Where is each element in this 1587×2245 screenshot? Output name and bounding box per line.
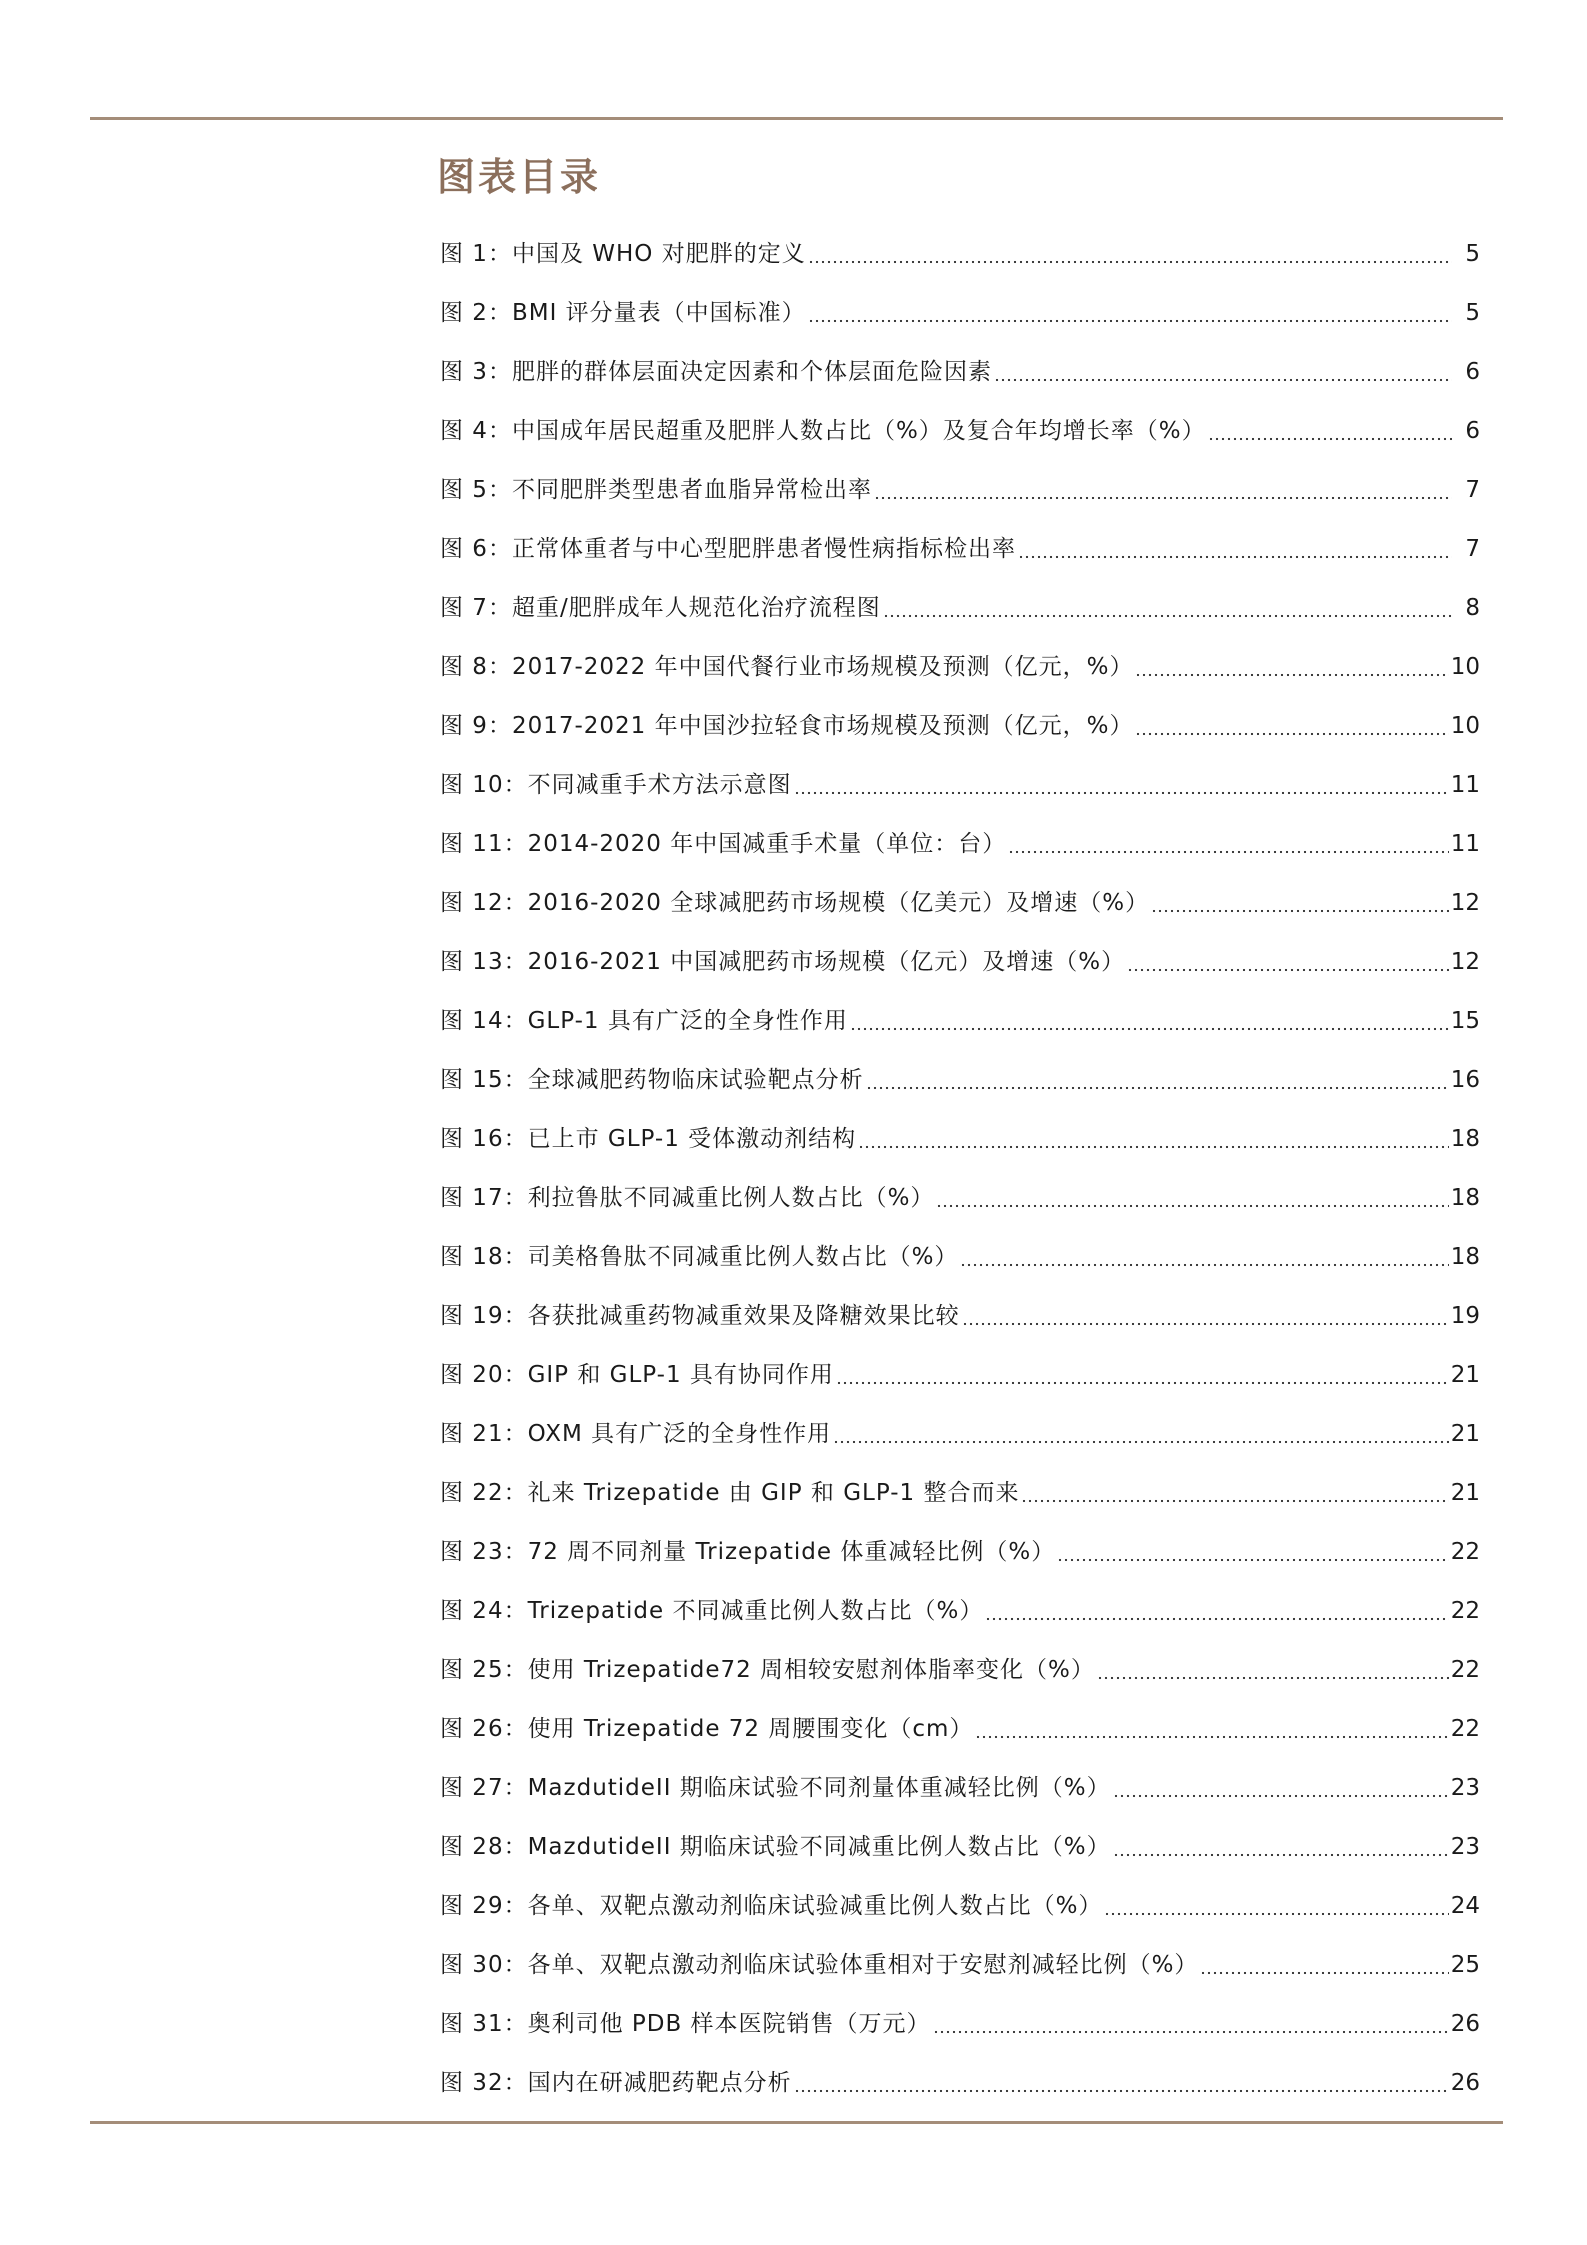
toc-entry[interactable]	[440, 1876, 1480, 1935]
toc-leader-dots	[794, 2073, 1449, 2093]
toc-entry-page-number: 16	[1450, 1066, 1480, 1093]
toc-leader-dots	[1135, 716, 1448, 736]
toc-entry-label: 图 27：MazdutideII 期临床试验不同剂量体重减轻比例（%）	[440, 1774, 1111, 1801]
toc-entry-label: 图 16：已上市 GLP-1 受体激动剂结构	[440, 1125, 857, 1152]
toc-entry-label: 图 14：GLP-1 具有广泛的全身性作用	[440, 1007, 848, 1034]
toc-leader-dots	[1151, 893, 1449, 913]
toc-entry-label: 图 19：各获批减重药物减重效果及降糖效果比较	[440, 1302, 960, 1329]
toc-entry[interactable]	[440, 932, 1480, 991]
toc-entry[interactable]	[440, 814, 1480, 873]
toc-leader-dots	[933, 2014, 1449, 2034]
toc-entry-page-number: 10	[1450, 653, 1480, 680]
toc-entry-page-number: 21	[1450, 1361, 1480, 1388]
toc-leader-dots	[1104, 1896, 1448, 1916]
toc-entry-page-number: 7	[1465, 476, 1480, 503]
toc-entry-label: 图 6：正常体重者与中心型肥胖患者慢性病指标检出率	[440, 535, 1016, 562]
toc-entry[interactable]	[440, 1935, 1480, 1994]
toc-leader-dots	[794, 775, 1449, 795]
toc-entry-page-number: 22	[1450, 1656, 1480, 1683]
bottom-divider	[90, 2121, 1503, 2124]
toc-entry-page-number: 18	[1450, 1184, 1480, 1211]
toc-entry-label: 图 2：BMI 评分量表（中国标准）	[440, 299, 806, 326]
toc-entry-label: 图 11：2014-2020 年中国减重手术量（单位：台）	[440, 830, 1007, 857]
toc-entry-page-number: 22	[1450, 1597, 1480, 1624]
toc-leader-dots	[936, 1188, 1448, 1208]
toc-entry-label: 图 13：2016-2021 中国减肥药市场规模（亿元）及增速（%）	[440, 948, 1126, 975]
toc-entry[interactable]	[440, 696, 1480, 755]
toc-entry-label: 图 7：超重/肥胖成年人规范化治疗流程图	[440, 594, 881, 621]
toc-entry-page-number: 11	[1450, 830, 1480, 857]
toc-entry[interactable]	[440, 519, 1480, 578]
toc-entry-page-number: 23	[1450, 1833, 1480, 1860]
toc-entry-page-number: 25	[1450, 1951, 1480, 1978]
toc-entry-label: 图 18：司美格鲁肽不同减重比例人数占比（%）	[440, 1243, 959, 1270]
toc-entry[interactable]	[440, 1522, 1480, 1581]
toc-entry[interactable]	[440, 1404, 1480, 1463]
toc-entry-page-number: 6	[1465, 417, 1480, 444]
toc-entry[interactable]	[440, 1994, 1480, 2053]
toc-entry-label: 图 8：2017-2022 年中国代餐行业市场规模及预测（亿元，%）	[440, 653, 1134, 680]
toc-leader-dots	[1097, 1660, 1449, 1680]
toc-leader-dots	[1113, 1837, 1449, 1857]
toc-entry[interactable]	[440, 637, 1480, 696]
toc-leader-dots	[994, 362, 1452, 382]
toc-entry-page-number: 21	[1450, 1420, 1480, 1447]
toc-entry-label: 图 23：72 周不同剂量 Trizepatide 体重减轻比例（%）	[440, 1538, 1056, 1565]
toc-entry-label: 图 25：使用 Trizepatide72 周相较安慰剂体脂率变化（%）	[440, 1656, 1095, 1683]
toc-entry-label: 图 31：奥利司他 PDB 样本医院销售（万元）	[440, 2010, 931, 2037]
toc-entry[interactable]	[440, 460, 1480, 519]
toc-entry-label: 图 5：不同肥胖类型患者血脂异常检出率	[440, 476, 872, 503]
toc-leader-dots	[858, 1129, 1449, 1149]
toc-entry[interactable]	[440, 1758, 1480, 1817]
toc-entry-label: 图 10：不同减重手术方法示意图	[440, 771, 792, 798]
toc-entry[interactable]	[440, 2053, 1480, 2112]
toc-entry-label: 图 21：OXM 具有广泛的全身性作用	[440, 1420, 832, 1447]
toc-entry-page-number: 26	[1450, 2069, 1480, 2096]
toc-entry[interactable]	[440, 755, 1480, 814]
toc-entry[interactable]	[440, 283, 1480, 342]
toc-leader-dots	[833, 1424, 1449, 1444]
toc-entry-page-number: 24	[1450, 1892, 1480, 1919]
toc-entry[interactable]	[440, 224, 1480, 283]
toc-entry[interactable]	[440, 1699, 1480, 1758]
toc-entry-page-number: 18	[1450, 1243, 1480, 1270]
toc-leader-dots	[874, 480, 1452, 500]
toc-leader-dots	[1008, 834, 1448, 854]
toc-entry-page-number: 5	[1465, 240, 1480, 267]
toc-entry-label: 图 26：使用 Trizepatide 72 周腰围变化（cm）	[440, 1715, 974, 1742]
toc-entry[interactable]	[440, 1640, 1480, 1699]
toc-leader-dots	[985, 1601, 1448, 1621]
top-divider	[90, 117, 1503, 120]
toc-leader-dots	[975, 1719, 1448, 1739]
toc-entry-label: 图 17：利拉鲁肽不同减重比例人数占比（%）	[440, 1184, 935, 1211]
toc-entry[interactable]	[440, 1463, 1480, 1522]
toc-entry[interactable]	[440, 1227, 1480, 1286]
toc-entry-page-number: 15	[1450, 1007, 1480, 1034]
toc-entry-label: 图 24：Trizepatide 不同减重比例人数占比（%）	[440, 1597, 984, 1624]
toc-leader-dots	[836, 1365, 1449, 1385]
toc-entry-page-number: 6	[1465, 358, 1480, 385]
toc-entry-page-number: 23	[1450, 1774, 1480, 1801]
toc-entry[interactable]	[440, 873, 1480, 932]
toc-leader-dots	[1113, 1778, 1449, 1798]
toc-entry[interactable]	[440, 1581, 1480, 1640]
toc-leader-dots	[1200, 1955, 1448, 1975]
toc-title: 图表目录	[437, 154, 602, 199]
toc-entry-label: 图 15：全球减肥药物临床试验靶点分析	[440, 1066, 864, 1093]
toc-leader-dots	[850, 1011, 1449, 1031]
toc-entry-page-number: 10	[1450, 712, 1480, 739]
toc-leader-dots	[1021, 1483, 1448, 1503]
toc-entry-page-number: 22	[1450, 1715, 1480, 1742]
toc-entry-page-number: 7	[1465, 535, 1480, 562]
toc-entry[interactable]	[440, 1168, 1480, 1227]
toc-entry-label: 图 4：中国成年居民超重及肥胖人数占比（%）及复合年均增长率（%）	[440, 417, 1206, 444]
toc-leader-dots	[1127, 952, 1449, 972]
toc-entry-page-number: 22	[1450, 1538, 1480, 1565]
toc-leader-dots	[960, 1247, 1448, 1267]
toc-entry-label: 图 29：各单、双靶点激动剂临床试验减重比例人数占比（%）	[440, 1892, 1103, 1919]
toc-entry-page-number: 21	[1450, 1479, 1480, 1506]
toc-entry[interactable]	[440, 1345, 1480, 1404]
toc-entry-page-number: 5	[1465, 299, 1480, 326]
toc-entry-page-number: 26	[1450, 2010, 1480, 2037]
toc-entry-page-number: 18	[1450, 1125, 1480, 1152]
toc-entry[interactable]	[440, 578, 1480, 637]
toc-entry[interactable]	[440, 1109, 1480, 1168]
toc-entry-label: 图 32：国内在研减肥药靶点分析	[440, 2069, 792, 2096]
toc-entry[interactable]	[440, 1286, 1480, 1345]
toc-entry-page-number: 8	[1465, 594, 1480, 621]
toc-list	[440, 224, 1480, 2112]
toc-leader-dots	[808, 244, 1452, 264]
toc-leader-dots	[883, 598, 1452, 618]
toc-leader-dots	[1135, 657, 1448, 677]
toc-entry[interactable]	[440, 342, 1480, 401]
toc-leader-dots	[1018, 539, 1452, 559]
toc-entry-label: 图 30：各单、双靶点激动剂临床试验体重相对于安慰剂减轻比例（%）	[440, 1951, 1199, 1978]
toc-entry-label: 图 3：肥胖的群体层面决定因素和个体层面危险因素	[440, 358, 992, 385]
toc-entry-label: 图 1：中国及 WHO 对肥胖的定义	[440, 240, 806, 267]
toc-entry-page-number: 19	[1450, 1302, 1480, 1329]
toc-leader-dots	[866, 1070, 1449, 1090]
toc-entry[interactable]	[440, 1050, 1480, 1109]
toc-entry[interactable]	[440, 401, 1480, 460]
toc-entry-page-number: 12	[1450, 889, 1480, 916]
toc-entry[interactable]	[440, 991, 1480, 1050]
toc-leader-dots	[808, 303, 1452, 323]
toc-entry-page-number: 11	[1450, 771, 1480, 798]
toc-leader-dots	[962, 1306, 1449, 1326]
toc-leader-dots	[1057, 1542, 1448, 1562]
toc-entry-page-number: 12	[1450, 948, 1480, 975]
toc-entry-label: 图 12：2016-2020 全球减肥药市场规模（亿美元）及增速（%）	[440, 889, 1150, 916]
toc-entry-label: 图 20：GIP 和 GLP-1 具有协同作用	[440, 1361, 834, 1388]
toc-entry-label: 图 22：礼来 Trizepatide 由 GIP 和 GLP-1 整合而来	[440, 1479, 1020, 1506]
toc-entry-label: 图 28：MazdutideII 期临床试验不同减重比例人数占比（%）	[440, 1833, 1111, 1860]
toc-entry-label: 图 9：2017-2021 年中国沙拉轻食市场规模及预测（亿元，%）	[440, 712, 1134, 739]
toc-leader-dots	[1208, 421, 1452, 441]
toc-entry[interactable]	[440, 1817, 1480, 1876]
